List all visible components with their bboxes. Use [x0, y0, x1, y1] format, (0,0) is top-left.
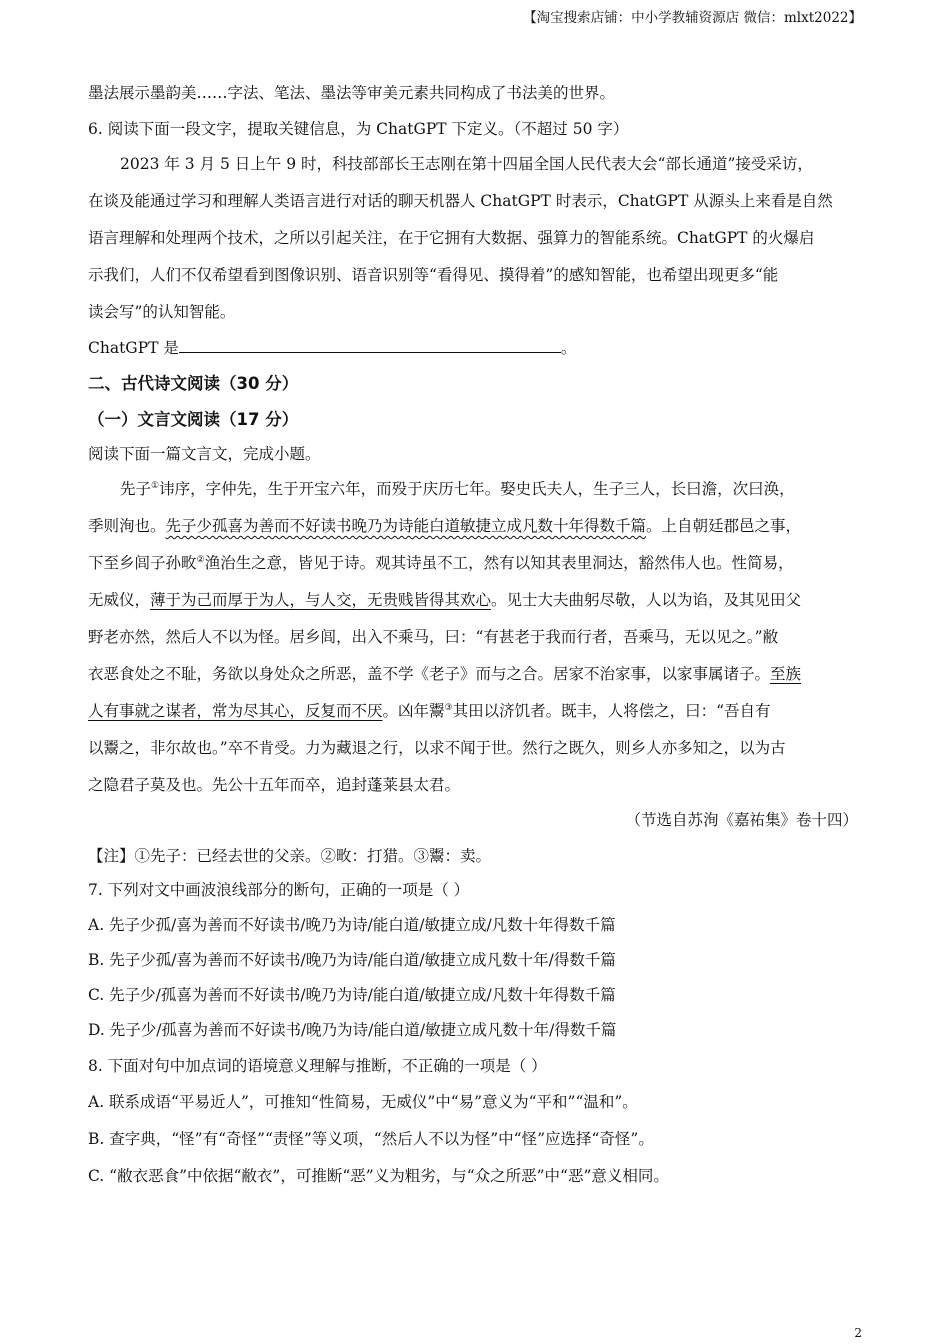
page-number: 2 — [854, 1326, 862, 1340]
classical-line: 先子①讳序，字仲先，生于开宝六年，而殁于庆历七年。娶史氏夫人，生子三人，长曰澹，次曰涣， — [120, 480, 795, 498]
passage-line: 在谈及能通过学习和理解人类语言进行对话的聊天机器人 ChatGPT 时表示，ChatGPT 从源头上来看是自然 — [88, 192, 833, 210]
underlined-sentence: 人有事就之谋者，常为尽其心，反复而不厌 — [88, 702, 383, 720]
underlined-sentence: 薄于为己而厚于为人，与人交，无贵贱皆得其欢心 — [150, 591, 492, 609]
question-6: 6. 阅读下面一段文字，提取关键信息，为 ChatGPT 下定义。（不超过 50 字） — [88, 120, 629, 138]
footnote-marker: ① — [151, 480, 160, 491]
classical-line: 衣恶食处之不耻，务欲以身处众之所恶，盖不学《老子》而与之合。居家不治家事，以家事属诸子。至族 — [88, 665, 802, 683]
classical-line: 野老亦然，然后人不以为怪。居乡闾，出入不乘马，曰：“有甚老于我而行者，吾乘马，无以见之。”敝 — [88, 628, 779, 646]
answer-suffix: 。 — [560, 339, 577, 357]
answer-prefix: ChatGPT 是 — [88, 339, 179, 357]
question-7: 7. 下列对文中画波浪线部分的断句，正确的一项是（ ） — [88, 881, 470, 899]
subsection-heading: （一）文言文阅读（17 分） — [88, 410, 299, 429]
option-d: D. 先子少/孤喜为善而不好读书/晚乃为诗/能白道/敏捷立成凡数十年/得数千篇 — [88, 1021, 617, 1039]
passage-line: 2023 年 3 月 5 日上午 9 时，科技部部长王志刚在第十四届全国人民代表大会“部长通道”接受采访， — [120, 155, 813, 173]
passage-line: 语言理解和处理两个技术，之所以引起关注，在于它拥有大数据、强算力的智能系统。ChatGPT 的火爆启 — [88, 229, 815, 247]
page-header: 【淘宝搜索店铺：中小学教辅资源店 微信：mlxt2022】 — [523, 10, 862, 26]
option-c: C. “敝衣恶食”中依据“敝衣”，可推断“恶”义为粗劣，与“众之所恶”中“恶”意义相同。 — [88, 1167, 669, 1185]
question-8: 8. 下面对句中加点词的语境意义理解与推断，不正确的一项是（ ） — [88, 1057, 547, 1075]
classical-line: 无威仪，薄于为己而厚于为人，与人交，无贵贱皆得其欢心。见士大夫曲躬尽敬，人以为谄，及其见田父 — [88, 591, 802, 609]
option-b: B. 先子少孤/喜为善而不好读书/晚乃为诗/能白道/敏捷立成凡数十年/得数千篇 — [88, 951, 616, 969]
footnote-marker: ② — [196, 554, 205, 565]
passage-line: 示我们，人们不仅希望看到图像识别、语音识别等“看得见、摸得着”的感知智能，也希望出现更多“能 — [88, 266, 779, 284]
footnote-marker: ③ — [444, 702, 453, 713]
option-a: A. 联系成语“平易近人”，可推知“性简易，无威仪”中“易”意义为“平和”“温和”。 — [88, 1093, 638, 1111]
answer-line — [88, 336, 576, 358]
answer-blank[interactable] — [179, 338, 561, 353]
passage-line: 读会写”的认知智能。 — [88, 303, 236, 321]
option-a: A. 先子少孤/喜为善而不好读书/晚乃为诗/能白道/敏捷立成/凡数十年得数千篇 — [88, 916, 616, 934]
source-citation: （节选自苏洵《嘉祐集》卷十四） — [625, 811, 858, 829]
classical-line: 以鬻之，非尔故也。”卒不肯受。力为藏退之行，以求不闻于世。然行之既久，则乡人亦多知之，以为古 — [88, 739, 786, 757]
underlined-sentence: 至族 — [770, 665, 802, 683]
option-c: C. 先子少/孤喜为善而不好读书/晚乃为诗/能白道/敏捷立成/凡数十年得数千篇 — [88, 986, 616, 1004]
classical-line: 季则洵也。先子少孤喜为善而不好读书晚乃为诗能白道敏捷立成凡数十年得数千篇。上自朝廷郡邑之事， — [88, 517, 802, 535]
classical-line: 人有事就之谋者，常为尽其心，反复而不厌。凶年鬻③其田以济饥者。既丰，人将偿之，曰：“吾自有 — [88, 702, 771, 720]
classical-line: 下至乡闾子孙畋②渔治生之意，皆见于诗。观其诗虽不工，然有以知其表里洞达，豁然伟人也。性简易， — [88, 554, 794, 572]
classical-line: 之隐君子莫及也。先公十五年而卒，追封蓬莱县太君。 — [88, 776, 461, 794]
text-line: 墨法展示墨韵美……字法、笔法、墨法等审美元素共同构成了书法美的世界。 — [88, 84, 616, 102]
option-b: B. 查字典，“怪”有“奇怪”“责怪”等义项，“然后人不以为怪”中“怪”应选择“奇怪”。 — [88, 1130, 654, 1148]
instruction: 阅读下面一篇文言文，完成小题。 — [88, 445, 321, 463]
footnotes: 【注】①先子：已经去世的父亲。②畋：打猎。③鬻：卖。 — [88, 847, 492, 865]
section-heading: 二、古代诗文阅读（30 分） — [88, 374, 299, 393]
wavy-underlined-text: 先子少孤喜为善而不好读书晚乃为诗能白道敏捷立成凡数十年得数千篇 — [165, 517, 647, 535]
